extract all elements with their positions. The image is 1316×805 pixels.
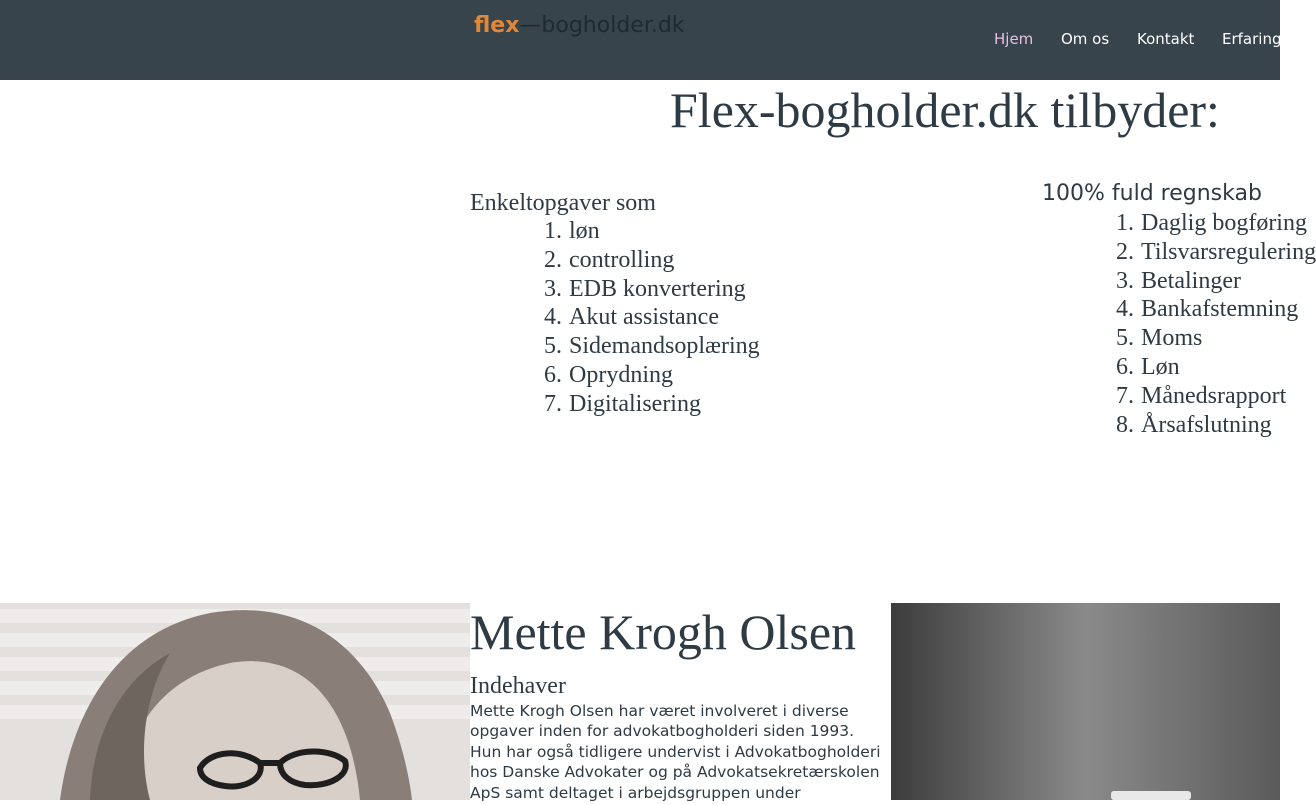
right-service-item-number: 4. <box>1116 296 1134 323</box>
right-service-item-label: Daglig bogføring <box>1141 210 1307 236</box>
right-service-item <box>1116 267 1316 296</box>
profile-bio: Mette Krogh Olsen har været involveret i diverse opgaver inden for advokatbogholderi siden 1993. Hun har også tidligere undervist i Advokatbogholderi hos Danske Advokater og på Advokatsekretærskolen ApS samt deltaget i arbejdsgruppen under <box>470 702 881 802</box>
left-service-item-label: Sidemandsoplæring <box>569 333 760 360</box>
right-column-title: 100% fuld regnskab <box>1042 181 1262 206</box>
nav-link-om-os[interactable]: Om os <box>1061 30 1110 48</box>
right-service-item <box>1116 295 1316 324</box>
left-service-list <box>544 217 760 419</box>
left-service-item-number: 1. <box>544 218 562 244</box>
left-service-item-number: 5. <box>544 333 562 360</box>
left-service-item <box>544 332 760 361</box>
nav-link-erfaring[interactable]: Erfaring <box>1222 30 1282 48</box>
right-service-item-number: 7. <box>1116 382 1134 409</box>
left-service-item <box>544 303 760 332</box>
right-service-item-number: 2. <box>1116 238 1134 265</box>
right-service-item-label: Betalinger <box>1141 267 1241 294</box>
right-service-item-label: Tilsvarsregulering <box>1141 238 1316 265</box>
left-service-item-number: 6. <box>544 361 562 388</box>
right-service-item-number: 1. <box>1116 210 1134 236</box>
left-service-item <box>544 275 760 304</box>
logo-dash: — <box>519 13 542 38</box>
left-service-item-label: Akut assistance <box>569 304 719 331</box>
left-service-item-number: 2. <box>544 246 562 273</box>
right-service-item-label: Årsafslutning <box>1141 411 1272 438</box>
left-service-item-label: EDB konvertering <box>569 275 746 302</box>
right-service-item-label: Løn <box>1141 353 1180 380</box>
right-service-item-number: 3. <box>1116 267 1134 294</box>
left-column-title: Enkeltopgaver som <box>470 190 656 216</box>
right-service-item <box>1116 209 1316 238</box>
left-service-item-label: løn <box>569 218 600 244</box>
right-service-item-label: Moms <box>1141 325 1203 352</box>
left-service-item-label: Digitalisering <box>569 390 701 417</box>
right-service-item <box>1116 238 1316 267</box>
right-service-item <box>1116 382 1316 411</box>
right-service-item <box>1116 324 1316 353</box>
left-service-item <box>544 361 760 390</box>
profile-name: Mette Krogh Olsen <box>470 604 857 660</box>
right-service-item <box>1116 353 1316 382</box>
profile-role: Indehaver <box>470 673 566 699</box>
right-service-item-label: Bankafstemning <box>1141 296 1299 323</box>
left-service-item-number: 7. <box>544 390 562 417</box>
logo-flex-text: flex <box>474 13 520 38</box>
right-service-item-number: 6. <box>1116 353 1134 380</box>
left-service-item-label: Oprydning <box>569 361 673 388</box>
left-service-item-label: controlling <box>569 246 675 273</box>
nav-link-hjem[interactable]: Hjem <box>994 30 1034 48</box>
page-title: Flex-bogholder.dk tilbyder: <box>670 82 1220 138</box>
right-service-item-number: 8. <box>1116 411 1134 438</box>
left-service-item <box>544 390 760 419</box>
office-photo <box>891 603 1280 800</box>
left-service-item-number: 4. <box>544 304 562 331</box>
site-logo[interactable] <box>474 12 685 40</box>
right-service-list <box>1116 209 1316 439</box>
right-service-item-number: 5. <box>1116 325 1134 352</box>
left-service-item <box>544 217 760 246</box>
site-header <box>0 0 1280 80</box>
right-service-item <box>1116 411 1316 440</box>
left-service-item-number: 3. <box>544 275 562 302</box>
logo-domain-text: bogholder.dk <box>541 13 685 38</box>
owner-photo <box>0 603 470 800</box>
left-service-item <box>544 246 760 275</box>
nav-link-kontakt[interactable]: Kontakt <box>1137 30 1195 48</box>
right-service-item-label: Månedsrapport <box>1141 382 1287 409</box>
